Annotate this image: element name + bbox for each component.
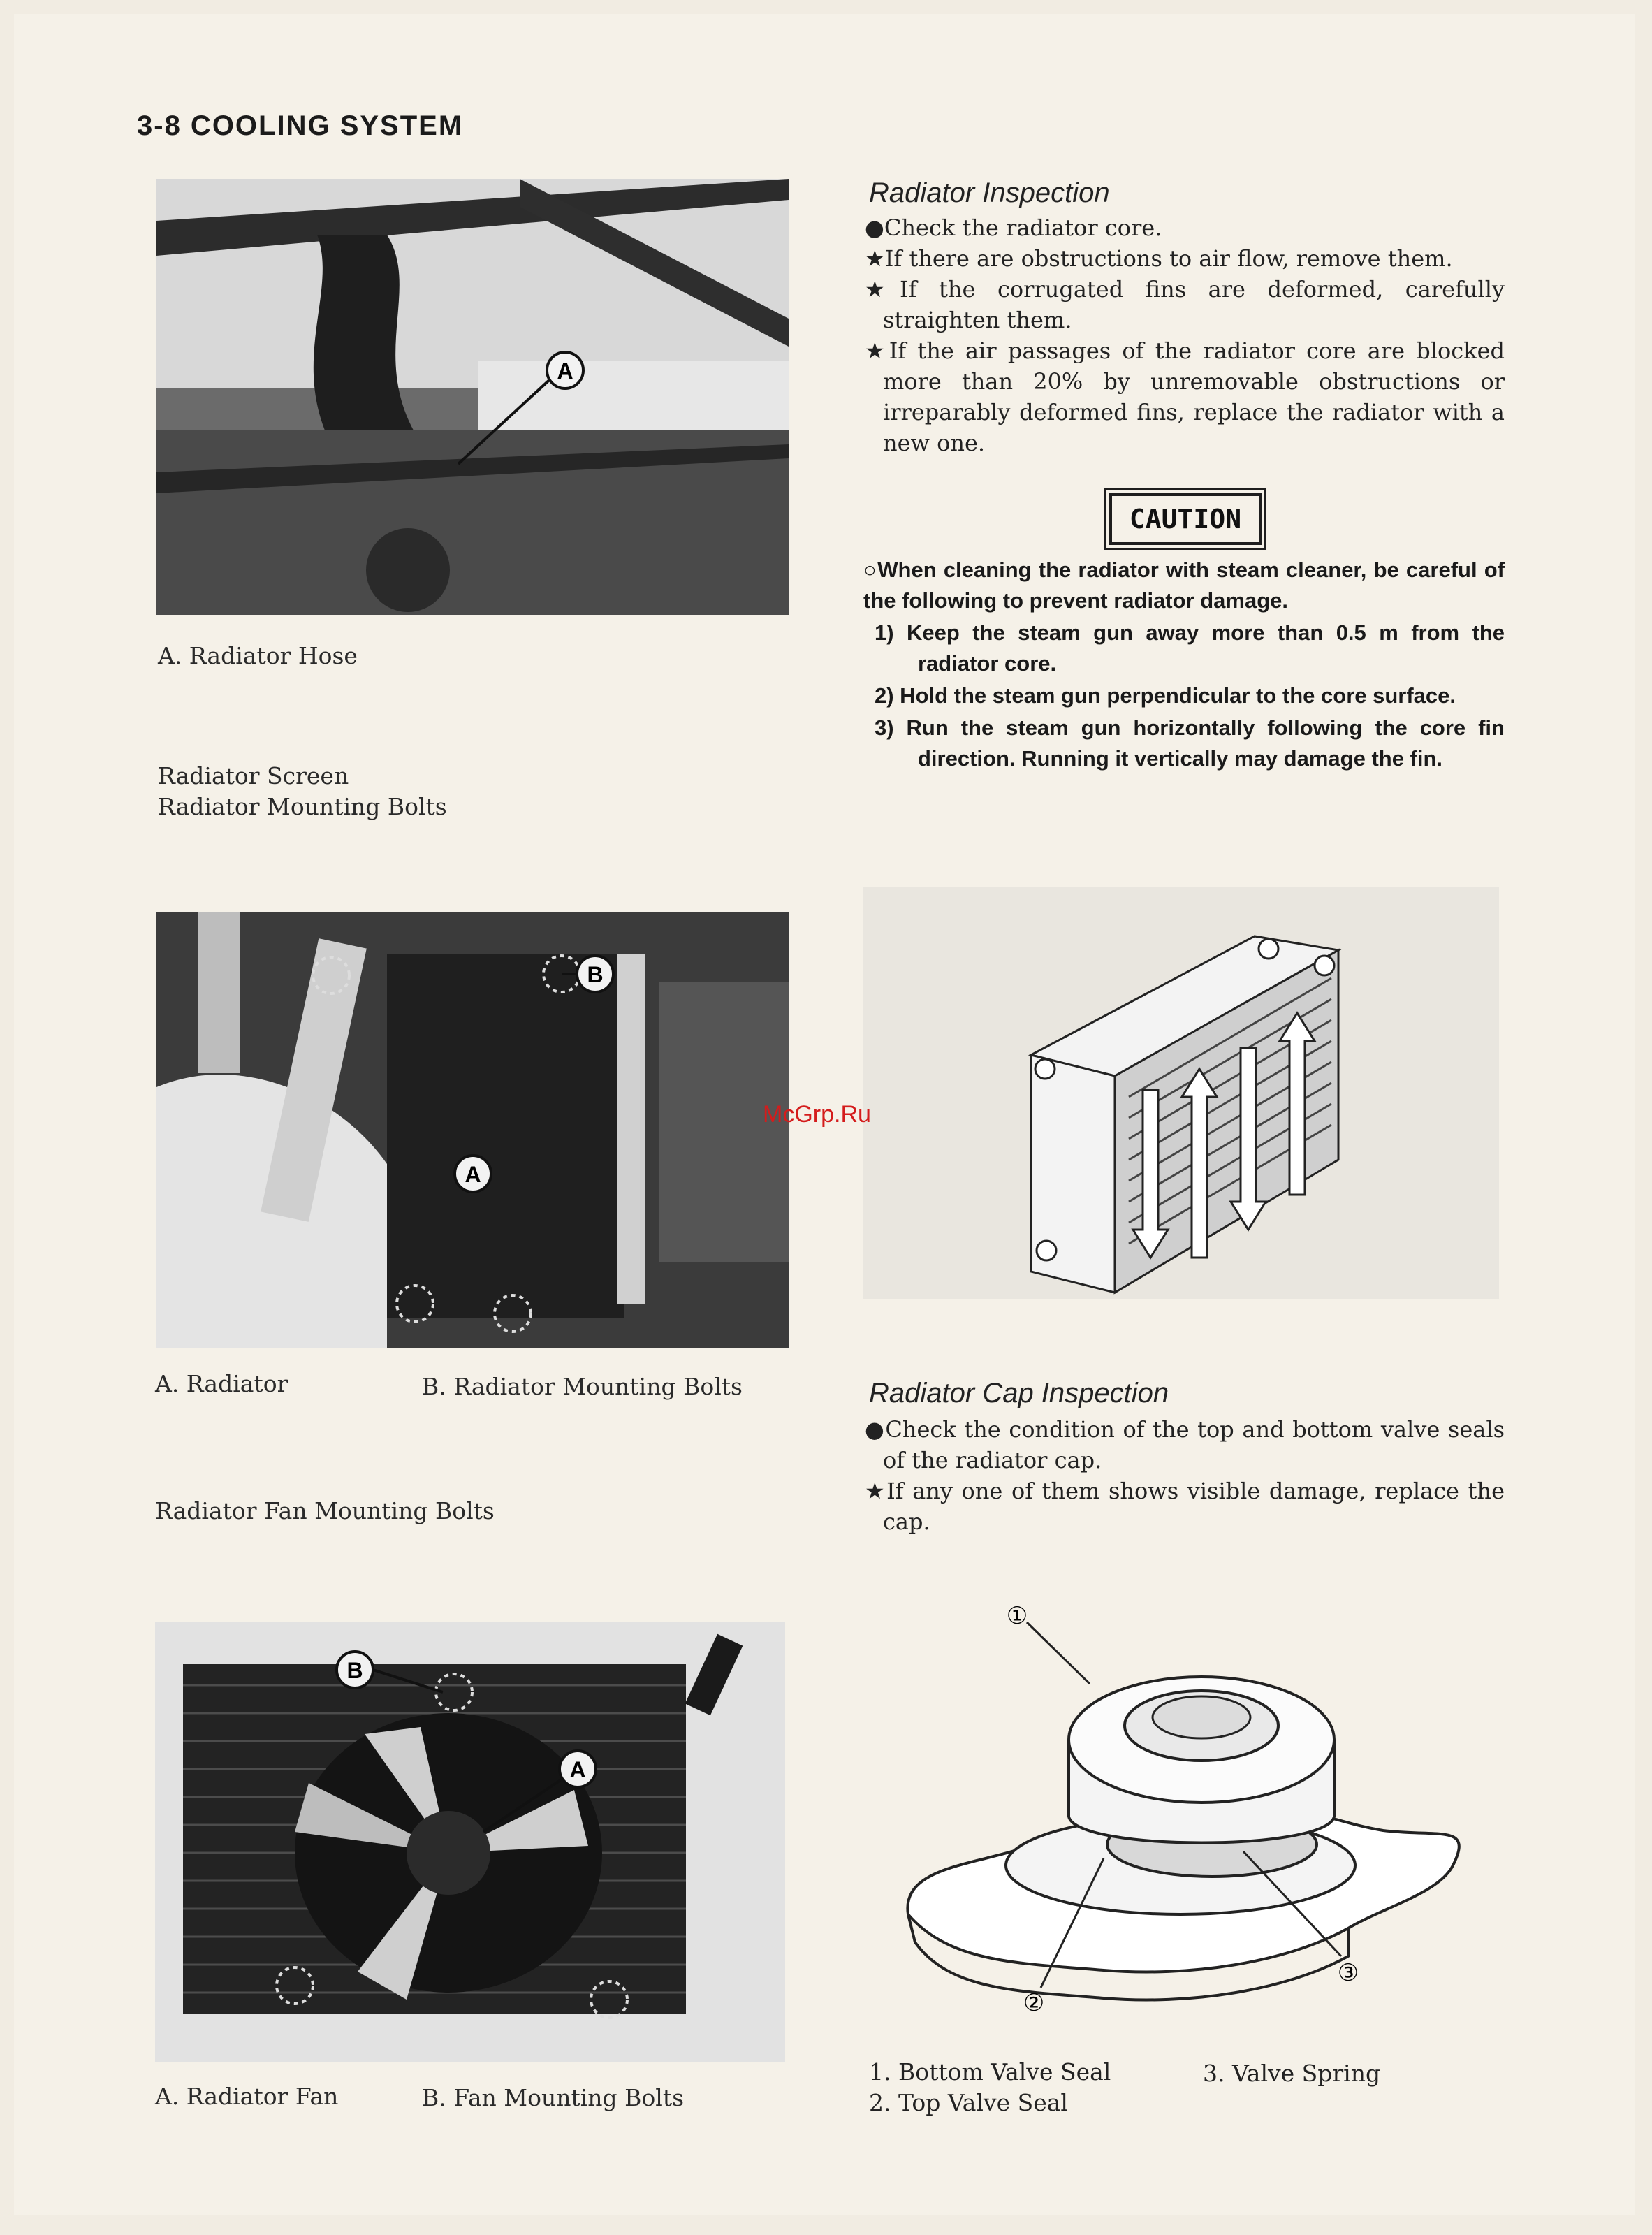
cap-inspection-text (865, 1414, 1505, 1537)
photo1-caption: A. Radiator Hose (158, 642, 358, 669)
caution-step: 2) Hold the steam gun perpendicular to the core surface. (875, 683, 1456, 708)
callout-b: B (346, 1658, 363, 1683)
inspection-item: ★If there are obstructions to air flow, remove them. (865, 245, 1453, 272)
marker-2: ② (1023, 1989, 1045, 2017)
caution-step: 3) Run the steam gun horizontally following the core fin direction. Running it vertically may damage the fin. (875, 715, 1505, 771)
radiator-inspection-heading: Radiator Inspection (869, 177, 1110, 208)
callout-a: A (569, 1757, 586, 1782)
photo2-caption-a: A. Radiator (155, 1370, 288, 1397)
radiator-cap-diagram (894, 1600, 1474, 2061)
legend-bottom-valve-seal: 1. Bottom Valve Seal (869, 2058, 1111, 2085)
caution-intro: ○When cleaning the radiator with steam cleaner, be careful of the following to prevent radiator damage. (863, 558, 1505, 613)
caution-text (863, 555, 1505, 774)
callout-a: A (557, 358, 573, 384)
cap-item: ●Check the condition of the top and bottom valve seals of the radiator cap. (865, 1416, 1505, 1473)
radiator-hose-photo (156, 179, 789, 615)
photo2-caption-b: B. Radiator Mounting Bolts (422, 1373, 743, 1400)
photo3-caption-b: B. Fan Mounting Bolts (422, 2084, 685, 2111)
radiator-photo (156, 912, 789, 1348)
callout-a: A (465, 1162, 481, 1187)
radiator-mounting-bolts-label: Radiator Mounting Bolts (158, 793, 447, 820)
legend-top-valve-seal: 2. Top Valve Seal (869, 2089, 1068, 2116)
radiator-steam-diagram (863, 887, 1499, 1299)
marker-3: ③ (1337, 1959, 1359, 1987)
page-header: 3-8 COOLING SYSTEM (137, 110, 464, 141)
watermark: McGrp.Ru (763, 1101, 871, 1128)
callout-b: B (587, 962, 604, 987)
radiator-inspection-text (865, 212, 1505, 458)
inspection-item: ★If the corrugated fins are deformed, carefully straighten them. (865, 276, 1505, 333)
legend-valve-spring: 3. Valve Spring (1203, 2060, 1381, 2087)
radiator-fan-photo (155, 1622, 785, 2062)
caution-step: 1) Keep the steam gun away more than 0.5 m from the radiator core. (875, 620, 1505, 676)
cap-inspection-heading: Radiator Cap Inspection (869, 1378, 1169, 1408)
inspection-item: ●Check the radiator core. (865, 214, 1162, 241)
marker-1: ① (1006, 1602, 1028, 1630)
photo3-caption-a: A. Radiator Fan (155, 2083, 339, 2110)
cap-item: ★If any one of them shows visible damage, replace the cap. (865, 1478, 1505, 1535)
radiator-screen-label: Radiator Screen (158, 762, 349, 789)
inspection-item: ★If the air passages of the radiator core are blocked more than 20% by unremovable obstructions or irreparably deformed fins, replace the radiator with a new one. (865, 337, 1505, 456)
radiator-fan-mounting-bolts-label: Radiator Fan Mounting Bolts (155, 1497, 495, 1524)
caution-label: CAUTION (1109, 493, 1262, 545)
